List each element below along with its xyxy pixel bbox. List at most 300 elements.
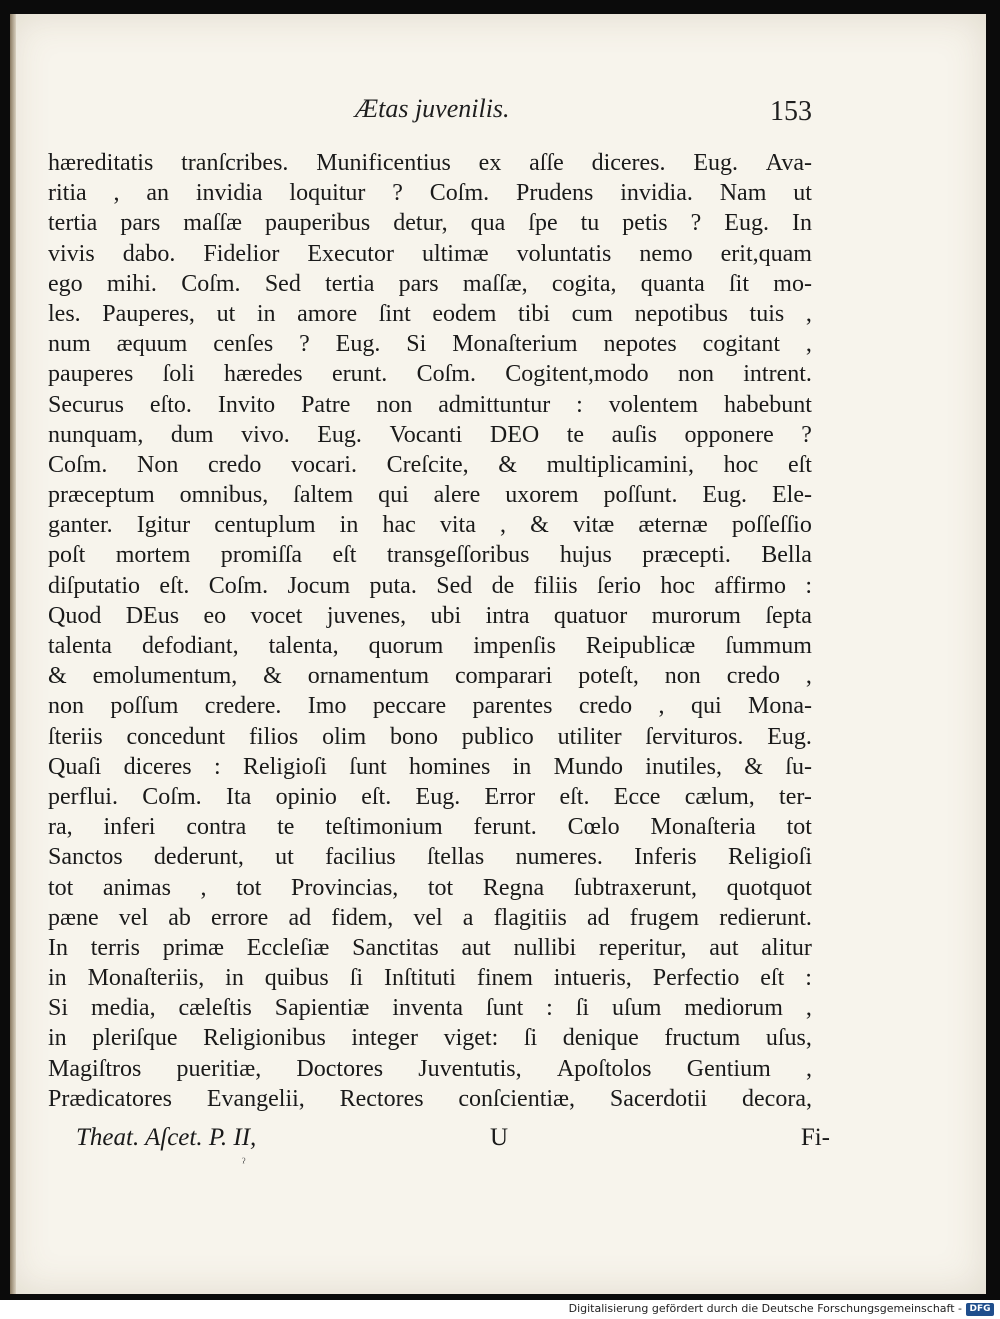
- word: ſoli: [162, 361, 195, 388]
- text-line: [48, 480, 812, 510]
- word: ut: [275, 844, 294, 871]
- word: Magiſtros: [48, 1055, 142, 1082]
- word: :: [576, 391, 583, 418]
- word: integer: [351, 1025, 419, 1052]
- word: DEO: [489, 421, 540, 448]
- word: ex: [478, 150, 502, 176]
- word: Religioſi: [242, 753, 327, 780]
- word: Coſm.: [208, 572, 269, 599]
- word: peccare: [372, 693, 447, 720]
- word: diceres: [123, 753, 192, 780]
- word: terris: [90, 934, 141, 961]
- word: denique: [562, 1025, 639, 1052]
- word: ab: [168, 904, 191, 931]
- word: eo: [203, 602, 227, 629]
- word: aſſe: [529, 150, 564, 176]
- word: bono: [389, 723, 438, 750]
- word: ,: [200, 874, 207, 901]
- text-line: [48, 812, 812, 842]
- word: redierunt.: [719, 904, 812, 931]
- word: tot: [48, 874, 74, 901]
- word: les.: [48, 300, 81, 327]
- text-line: [48, 963, 812, 993]
- word: ſit: [729, 270, 750, 297]
- word: poſſunt.: [603, 482, 678, 509]
- page-header: [10, 94, 986, 134]
- word: ,: [113, 180, 120, 207]
- word: Munificentius: [316, 150, 451, 176]
- word: ſepta: [765, 602, 812, 629]
- word: ,: [658, 693, 665, 720]
- word: Bella: [761, 542, 812, 569]
- word: Fidelior: [203, 240, 280, 267]
- word: quotquot: [726, 874, 812, 901]
- credit-bar: [0, 1300, 1000, 1319]
- word: decora,: [742, 1085, 812, 1112]
- word: detur,: [393, 210, 448, 237]
- word: pars: [120, 210, 161, 237]
- word: &: [263, 663, 282, 690]
- paper-speck: ˀ: [242, 1156, 246, 1171]
- word: in: [48, 1025, 67, 1052]
- word: ſteriis: [48, 723, 103, 750]
- word: puta.: [369, 572, 417, 599]
- word: non: [376, 391, 413, 418]
- word: :: [805, 572, 812, 599]
- word: ſint: [378, 300, 411, 327]
- word: ,: [805, 995, 812, 1022]
- word: Religioſi: [727, 844, 812, 871]
- word: cum: [571, 300, 613, 327]
- word: parentes: [472, 693, 553, 720]
- word: ,: [805, 331, 812, 358]
- word: concedunt: [126, 723, 226, 750]
- text-line: [48, 661, 812, 691]
- word: ſunt: [349, 753, 387, 780]
- word: hæredes: [223, 361, 303, 388]
- word: nemo: [639, 240, 693, 267]
- word: Eug.: [724, 210, 769, 237]
- word: amore: [297, 300, 358, 327]
- word: ?: [801, 421, 812, 448]
- word: in: [48, 965, 67, 992]
- word: In: [48, 934, 68, 961]
- word: uxorem: [505, 482, 579, 509]
- word: credo: [578, 693, 633, 720]
- word: eſt: [760, 965, 785, 992]
- word: conſcientiæ,: [458, 1085, 576, 1112]
- word: Imo: [307, 693, 347, 720]
- word: mortem: [115, 542, 191, 569]
- word: pauperibus: [264, 210, 371, 237]
- word: mo-: [773, 270, 812, 297]
- word: Eug.: [317, 421, 362, 448]
- word: Evangelii,: [206, 1085, 305, 1112]
- word: &: [744, 753, 763, 780]
- word: numeres.: [515, 844, 603, 871]
- word: ad: [587, 904, 610, 931]
- word: transgeſſoribus: [386, 542, 530, 569]
- word: frugem: [629, 904, 700, 931]
- text-line: [48, 691, 812, 721]
- word: eſt: [787, 451, 812, 478]
- word: diceres.: [591, 150, 666, 176]
- running-head: Ætas juvenilis.: [355, 94, 510, 123]
- word: num: [48, 331, 91, 358]
- word: pæne: [48, 904, 99, 931]
- word: centuplum: [214, 512, 316, 539]
- word: ,: [805, 1055, 812, 1082]
- word: teſtimonium: [325, 814, 443, 841]
- text-line: [48, 601, 812, 631]
- word: in: [256, 300, 276, 327]
- word: juvenes,: [326, 602, 407, 629]
- word: Ava-: [765, 150, 812, 176]
- word: auſis: [611, 421, 657, 448]
- text-line: [48, 450, 812, 480]
- word: hoc: [723, 451, 759, 478]
- word: Coſm.: [429, 180, 490, 207]
- word: ſummum: [725, 633, 812, 659]
- word: pauperes: [48, 361, 134, 388]
- word: In: [791, 210, 812, 237]
- word: talenta: [48, 633, 112, 659]
- word: reperitur,: [598, 934, 687, 961]
- word: comparari: [455, 663, 553, 690]
- word: intueris,: [553, 965, 632, 992]
- word: ſerio: [597, 572, 641, 599]
- word: Regna: [482, 874, 545, 901]
- word: qui: [690, 693, 722, 720]
- word: ad: [288, 904, 312, 931]
- word: cogitant: [702, 331, 780, 358]
- text-line: [48, 208, 812, 238]
- word: ,: [805, 663, 812, 690]
- word: hoc: [660, 572, 696, 599]
- text-line: [48, 178, 812, 208]
- word: eſto.: [149, 391, 192, 418]
- word: erit,quam: [720, 240, 812, 267]
- word: quanta: [640, 270, 705, 297]
- word: alitur: [761, 934, 812, 961]
- word: cenſes: [213, 331, 274, 358]
- word: Juventutis,: [418, 1055, 522, 1082]
- word: mediorum: [684, 995, 783, 1022]
- page-footer: [48, 1124, 830, 1158]
- word: ,: [805, 300, 812, 327]
- word: Mona-: [748, 693, 812, 720]
- word: filiis: [533, 572, 578, 599]
- word: Si: [406, 331, 427, 358]
- word: alere: [433, 482, 481, 509]
- word: ſi: [349, 965, 364, 992]
- word: &: [48, 663, 67, 690]
- word: vitæ: [572, 512, 615, 539]
- word: ut: [793, 180, 812, 207]
- word: media,: [90, 995, 156, 1022]
- word: vivo.: [241, 421, 290, 448]
- text-line: [48, 933, 812, 963]
- word: tot: [786, 814, 812, 841]
- word: ?: [392, 180, 403, 207]
- word: vel: [118, 904, 149, 931]
- word: talenta,: [268, 633, 339, 659]
- word: credo: [208, 451, 262, 478]
- word: ferunt.: [473, 814, 537, 841]
- word: homines: [408, 753, 491, 780]
- word: credo: [726, 663, 780, 690]
- word: &: [530, 512, 549, 539]
- word: ultimæ: [421, 240, 489, 267]
- word: quibus: [264, 965, 329, 992]
- text-line: [48, 510, 812, 540]
- word: præcepti.: [642, 542, 731, 569]
- word: nullibi: [513, 934, 577, 961]
- word: :: [213, 753, 221, 780]
- text-line: [48, 752, 812, 782]
- word: Cœlo: [567, 814, 620, 841]
- word: admittuntur: [438, 391, 551, 418]
- word: Reipublicæ: [585, 633, 696, 659]
- word: mihi.: [106, 270, 157, 297]
- word: qua: [470, 210, 506, 237]
- text-line: [48, 993, 812, 1023]
- word: non: [48, 693, 84, 720]
- text-line: [48, 269, 812, 299]
- word: Ita: [225, 783, 252, 810]
- word: eſt: [332, 542, 357, 569]
- word: nepotes: [603, 331, 677, 358]
- word: Ele-: [771, 482, 812, 509]
- word: impenſis: [473, 633, 556, 659]
- word: Eug.: [702, 482, 748, 509]
- word: &: [498, 451, 517, 478]
- word: ut: [216, 300, 236, 327]
- word: Coſm.: [48, 451, 108, 478]
- text-line: [48, 903, 812, 933]
- word: vivis: [48, 240, 95, 267]
- word: ubi: [430, 602, 462, 629]
- word: Sed: [436, 572, 473, 599]
- word: omnibus,: [179, 482, 269, 509]
- word: nepotibus: [634, 300, 728, 327]
- word: vocari.: [291, 451, 357, 478]
- word: finem: [476, 965, 533, 992]
- word: Securus: [48, 391, 124, 418]
- word: Coſm.: [142, 783, 202, 810]
- word: uſus,: [765, 1025, 812, 1052]
- word: Sanctitas: [352, 934, 439, 961]
- word: Inferis: [634, 844, 697, 871]
- word: fructum: [664, 1025, 741, 1052]
- word: pueritiæ,: [176, 1055, 262, 1082]
- word: vel: [413, 904, 443, 931]
- text-line: [48, 1054, 812, 1084]
- word: contra: [186, 814, 247, 841]
- word: præceptum: [48, 482, 155, 509]
- word: defodiant,: [141, 633, 239, 659]
- word: primæ: [162, 934, 225, 961]
- word: ritia: [48, 180, 87, 207]
- word: fidem,: [331, 904, 394, 931]
- word: maſſæ: [183, 210, 242, 237]
- word: eſt.: [159, 572, 190, 599]
- word: ,: [500, 512, 507, 539]
- word: Sanctos: [48, 844, 123, 871]
- word: invidia: [195, 180, 263, 207]
- word: ganter.: [48, 512, 113, 539]
- word: volentem: [608, 391, 699, 418]
- word: ter-: [779, 783, 812, 810]
- word: ſunt: [485, 995, 524, 1022]
- word: poſt: [48, 542, 86, 569]
- word: eſt.: [361, 783, 392, 810]
- text-line: [48, 239, 812, 269]
- signature-mark: U: [490, 1124, 509, 1151]
- word: maſſæ,: [462, 270, 528, 297]
- word: :: [805, 965, 812, 992]
- word: filios: [248, 723, 299, 750]
- word: poſſum: [110, 693, 179, 720]
- word: Doctores: [296, 1055, 384, 1082]
- word: ſervituros.: [645, 723, 744, 750]
- word: cæleſtis: [178, 995, 252, 1022]
- word: :: [546, 995, 553, 1022]
- word: eodem: [432, 300, 497, 327]
- word: emolumentum,: [92, 663, 238, 690]
- word: intrent.: [743, 361, 812, 388]
- word: in: [339, 512, 359, 539]
- word: tranſcribes.: [181, 150, 289, 176]
- word: Sacerdotii: [609, 1085, 708, 1112]
- word: Monaſteria: [650, 814, 756, 841]
- text-line: [48, 1084, 812, 1114]
- word: inutiles,: [645, 753, 722, 780]
- word: Si: [48, 995, 69, 1022]
- dfg-logo: DFG: [966, 1303, 994, 1316]
- word: petis: [622, 210, 668, 237]
- word: poſſeſſio: [731, 512, 812, 539]
- word: erunt.: [331, 361, 388, 388]
- word: in: [225, 965, 244, 992]
- book-page: [10, 14, 986, 1294]
- word: Cogitent,modo: [505, 361, 649, 388]
- word: dum: [170, 421, 214, 448]
- word: viget:: [443, 1025, 499, 1052]
- word: intra: [485, 602, 530, 629]
- word: hæreditatis: [48, 150, 154, 176]
- word: Perfectio: [652, 965, 740, 992]
- word: Sapientiæ: [274, 995, 370, 1022]
- word: Gentium: [686, 1055, 771, 1082]
- word: Creſcite,: [386, 451, 469, 478]
- word: inferi: [103, 814, 156, 841]
- word: cælum,: [684, 783, 755, 810]
- text-line: [48, 148, 812, 178]
- word: credere.: [204, 693, 282, 720]
- word: ſu-: [785, 753, 812, 780]
- word: Ecce: [613, 783, 661, 810]
- word: quatuor: [553, 602, 628, 629]
- text-line: [48, 329, 812, 359]
- text-line: [48, 571, 812, 601]
- word: hac: [382, 512, 416, 539]
- word: ſpe: [528, 210, 558, 237]
- word: Non: [137, 451, 179, 478]
- word: affirmo: [714, 572, 786, 599]
- word: de: [491, 572, 515, 599]
- word: aut: [709, 934, 739, 961]
- page-number: 153: [770, 96, 812, 127]
- word: animas: [102, 874, 171, 901]
- word: nunquam,: [48, 421, 144, 448]
- word: uſum: [612, 995, 662, 1022]
- word: Error: [484, 783, 536, 810]
- word: Monaſterium: [452, 331, 578, 358]
- word: inventa: [392, 995, 463, 1022]
- word: hujus: [559, 542, 612, 569]
- word: non: [677, 361, 714, 388]
- word: Eug.: [335, 331, 381, 358]
- word: Eug.: [415, 783, 461, 810]
- word: habebunt: [723, 391, 812, 418]
- word: Prædicatores: [48, 1085, 172, 1112]
- text-line: [48, 1023, 812, 1053]
- word: qui: [378, 482, 409, 509]
- word: an: [146, 180, 170, 207]
- word: vocet: [250, 602, 303, 629]
- word: Nam: [719, 180, 767, 207]
- word: Eug.: [693, 150, 738, 176]
- word: Inſtituti: [383, 965, 456, 992]
- word: Mundo: [553, 753, 623, 780]
- page-binding-edge: [10, 14, 16, 1294]
- word: perflui.: [48, 783, 118, 810]
- word: Sed: [264, 270, 301, 297]
- word: Eug.: [767, 723, 812, 750]
- word: tuis: [749, 300, 785, 327]
- text-line: [48, 390, 812, 420]
- word: quorum: [368, 633, 444, 659]
- catchword: Fi-: [800, 1124, 830, 1151]
- word: voluntatis: [516, 240, 612, 267]
- text-line: [48, 842, 812, 872]
- word: tot: [236, 874, 262, 901]
- word: olim: [322, 723, 367, 750]
- word: promiſſa: [220, 542, 303, 569]
- word: ſi: [523, 1025, 538, 1052]
- credit-text: Digitalisierung gefördert durch die Deutsche Forschungsgemeinschaft -: [568, 1302, 962, 1315]
- word: errore: [211, 904, 269, 931]
- word: æternæ: [638, 512, 708, 539]
- word: DEus: [125, 602, 180, 629]
- text-line: [48, 299, 812, 329]
- word: flagitiis: [493, 904, 567, 931]
- word: te: [566, 421, 585, 448]
- word: ſtellas: [426, 844, 485, 871]
- word: utiliter: [557, 723, 622, 750]
- word: ſi: [575, 995, 590, 1022]
- word: Pauperes,: [102, 300, 195, 327]
- word: facilius: [325, 844, 396, 871]
- word: opinio: [275, 783, 337, 810]
- word: poteſt,: [578, 663, 639, 690]
- word: Religionibus: [203, 1025, 326, 1052]
- word: Quaſi: [48, 753, 102, 780]
- word: ego: [48, 270, 83, 297]
- word: Executor: [307, 240, 394, 267]
- text-line: [48, 540, 812, 570]
